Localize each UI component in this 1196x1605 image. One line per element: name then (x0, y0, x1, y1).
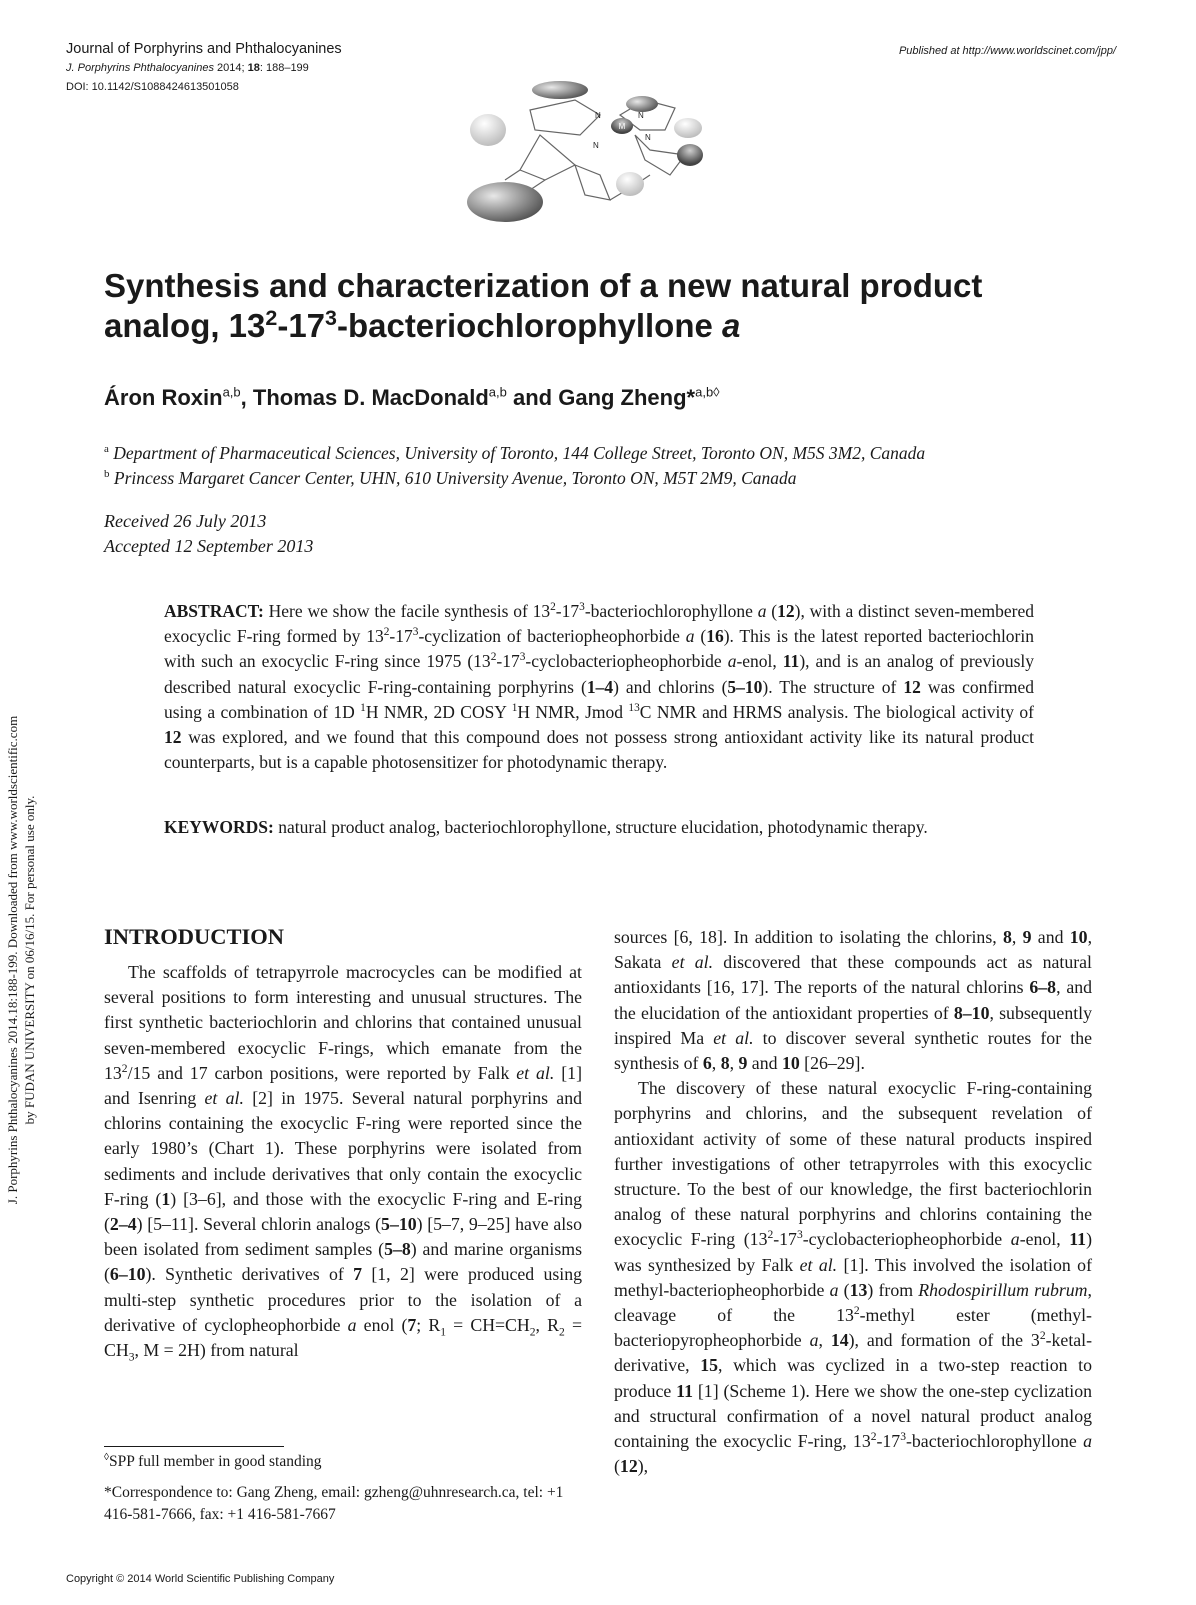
abstract-text: ), and is an analog of previously described natural exocyclic F-ring-containing porphyrins ( (164, 651, 1034, 697)
side-note-line-1: J. Porphyrins Phthalocyanines 2014.18:188-199. Downloaded from www.worldscientific.com (5, 715, 20, 1205)
para-text: , R (535, 1314, 560, 1335)
compound-ref: 5–10 (381, 1214, 417, 1235)
compound-ref: 8–10 (953, 1002, 990, 1023)
para-text: ) [5–11]. Several chlorin analogs ( (136, 1214, 382, 1235)
keywords-text: natural product analog, bacteriochlorophyllone, structure elucidation, photodynamic therapy. (273, 817, 928, 837)
para-text: [1] and Isenring (104, 1062, 582, 1109)
compound-ref: 12 (164, 727, 182, 748)
published-at: Published at http://www.worldscinet.com/jpp/ (898, 45, 1116, 57)
compound-ref: 9 (1022, 927, 1032, 947)
affiliation-text: Department of Pharmaceutical Sciences, University of Toronto, 144 College Street, Toronto ON, M5S 3M2, Canada (108, 443, 926, 463)
author-sup: a,b◊ (695, 384, 720, 400)
para-text: /15 and 17 carbon positions, were reported by Falk (127, 1062, 517, 1083)
title-sup: 3 (325, 306, 337, 330)
compound-ref: 7 (353, 1264, 363, 1285)
compound-ref: 11 (1069, 1229, 1087, 1250)
citation-prefix: J. Porphyrins Phthalocyanines (66, 62, 214, 74)
para-text: [26–29]. (799, 1053, 865, 1074)
para-sup: 2 (767, 1228, 774, 1242)
para-text: ), (637, 1456, 649, 1477)
para-text: , Sakata (614, 927, 1093, 973)
abstract-text: was explored, and we found that this compound does not possess strong antioxidant activity like its natural product counterparts, but is a capable photosensitizer for photodynamic therapy. (164, 727, 1034, 773)
compound-ref: 6 (702, 1053, 712, 1074)
download-side-note (4, 500, 44, 1420)
compound-ref: 12 (903, 676, 921, 697)
para-text: , and the elucidation of the antioxidant properties of (614, 977, 1092, 1023)
title-sup: 2 (265, 306, 278, 330)
compound-ref: 15 (700, 1355, 718, 1376)
para-text: discovered that these compounds act as natural antioxidants [16, 17]. The reports of the natural chlorins (614, 952, 1092, 998)
abstract-text: ). This is the latest reported bacteriochlorin with such an exocyclic F-ring since 1975 (13 (164, 626, 1034, 672)
keywords-label: KEYWORDS: (164, 817, 274, 837)
citation-pages: : 188–199 (259, 62, 309, 74)
para-italic: et al. (671, 952, 714, 973)
author-macdonald: Thomas D. MacDonald (252, 385, 489, 410)
footnote-correspondence: *Correspondence to: Gang Zheng, email: gzheng@uhnresearch.ca, tel: +1 416-581-7666, fax: +1 416-581-7667 (104, 1484, 564, 1523)
abstract-text: Here we show the facile synthesis of 13 (263, 601, 551, 621)
abstract-text: -17 (555, 601, 580, 621)
copyright-notice: Copyright © 2014 World Scientific Publishing Company (66, 1573, 335, 1585)
para-sup: 3 (796, 1228, 803, 1242)
compound-ref: 12 (619, 1456, 638, 1477)
para-text: -enol, (1019, 1229, 1070, 1250)
compound-ref: 13 (849, 1279, 868, 1300)
abstract-text: -cyclobacteriopheophorbide (525, 651, 728, 672)
compound-ref: 5–10 (727, 676, 763, 697)
author-list (104, 385, 720, 411)
para-text: = CH (104, 1314, 582, 1361)
abstract-sup: 1 (511, 701, 518, 714)
para-text: = CH=CH (446, 1314, 530, 1335)
abstract-sup: 3 (519, 651, 526, 664)
abstract-italic: a (757, 601, 767, 621)
abstract-text: -17 (496, 651, 520, 672)
intro-paragraph-2 (614, 1076, 1092, 1479)
abstract-sup: 1 (360, 701, 366, 714)
para-italic: a (829, 1279, 839, 1300)
para-sub: 3 (128, 1350, 135, 1364)
para-italic: et al. (713, 1027, 754, 1048)
compound-ref: 7 (407, 1314, 417, 1335)
para-text: , (818, 1330, 831, 1351)
para-text: ). Synthetic derivatives of (145, 1264, 354, 1285)
compound-ref: 10 (781, 1053, 800, 1074)
para-sup: 3 (900, 1430, 906, 1444)
compound-ref: 9 (738, 1053, 748, 1074)
left-column (104, 924, 582, 1363)
para-sub: 2 (559, 1325, 565, 1339)
right-column (614, 925, 1092, 1479)
abstract-text: H NMR, 2D COSY (365, 701, 512, 722)
para-text: -17 (876, 1431, 901, 1452)
para-text: , M = 2H) from natural (134, 1340, 299, 1361)
compound-ref: 14 (830, 1330, 849, 1351)
para-text: ), and formation of the 3 (848, 1330, 1040, 1351)
para-sup: 2 (1039, 1329, 1046, 1343)
abstract-text: -enol, (736, 651, 783, 672)
side-note-line-2: by FUDAN UNIVERSITY on 06/16/15. For personal use only. (22, 795, 37, 1125)
para-text: enol ( (356, 1314, 408, 1335)
para-text: [1]. This involved the isolation of methyl-bacteriopheophorbide (614, 1254, 1092, 1300)
para-text: [2] in 1975. Several natural porphyrins and chlorins containing the exocyclic F-ring were reported since the early 1980’s (Chart 1). These porphyrins were isolated from sediments and include derivatives that only contain the exocyclic F-ring ( (104, 1088, 582, 1209)
compound-ref: 1–4 (586, 676, 614, 697)
para-text: , (1011, 927, 1023, 947)
affiliation-a (104, 443, 925, 464)
para-text: , cleavage of the 13 (614, 1279, 1092, 1326)
para-italic: a (347, 1314, 357, 1335)
abstract-text: ( (766, 601, 778, 621)
abstract-text: ( (694, 626, 707, 647)
author-sep: and (506, 385, 559, 410)
author-roxin: Áron Roxin (104, 385, 223, 410)
abstract-text: ), with a distinct seven-membered exocyclic F-ring formed by 13 (164, 601, 1034, 647)
intro-paragraph-1 (104, 960, 582, 1363)
journal-citation (66, 62, 309, 74)
citation-volume: 18 (247, 62, 260, 74)
abstract-sup: 13 (628, 701, 640, 714)
para-text: to discover several synthetic routes for the synthesis of (614, 1027, 1092, 1074)
author-sup: a,b (222, 384, 241, 400)
para-text: [1] (Scheme 1). Here we show the one-step cyclization and structural confirmation of a novel natural product analog containing the exocyclic F-ring, 13 (614, 1380, 1092, 1452)
abstract-text: ). The structure of (762, 676, 904, 697)
para-italic: a (1010, 1229, 1020, 1250)
para-text: ; R (416, 1314, 441, 1335)
compound-ref: 12 (777, 601, 795, 621)
logo-n-label: N (595, 111, 601, 120)
logo-n-label: N (593, 141, 599, 150)
title-line-2 (104, 306, 1084, 346)
abstract-text: was confirmed using a combination of 1D (164, 676, 1034, 722)
footnote-text: SPP full member in good standing (108, 1453, 322, 1470)
abstract-text: -bacteriochlorophyllone (584, 601, 758, 621)
para-italic: et al. (799, 1254, 838, 1275)
compound-ref: 8 (720, 1053, 730, 1074)
para-text: -bacteriochlorophyllone (905, 1431, 1084, 1452)
para-text: -ketal-derivative, (614, 1330, 1093, 1376)
compound-ref: 6–10 (109, 1264, 146, 1285)
abstract-sup: 3 (579, 601, 585, 614)
affiliation-b (104, 468, 797, 489)
footnote-mark: ◊ (104, 1451, 109, 1463)
side-note-text (4, 500, 38, 1420)
journal-logo-porphyrin (460, 80, 730, 240)
abstract-text: ) and chlorins ( (613, 676, 728, 697)
journal-name: Journal of Porphyrins and Phthalocyanines (66, 41, 342, 57)
para-text: -methyl ester (methyl-bacteriopyropheophorbide (614, 1305, 1092, 1351)
abstract-label: ABSTRACT: (164, 601, 264, 621)
para-italic: a (809, 1330, 819, 1351)
title-text: -17 (277, 307, 326, 344)
para-text: The discovery of these natural exocyclic F-ring-containing porphyrins and chlorins, and the subsequent revelation of antioxidant activity of some of these natural products inspired further investigations of other tetrapyrroles with this exocyclic structure. To the best of our knowledge, the first bacteriochlorin analog of these natural porphyrins and chlorins containing the exocyclic F-ring (13 (614, 1078, 1092, 1250)
logo-metal-label: M (618, 122, 626, 131)
para-text: , subsequently inspired Ma (614, 1002, 1092, 1048)
para-italic: et al. (516, 1062, 555, 1083)
section-heading-introduction: INTRODUCTION (104, 924, 285, 949)
affiliation-mark: a (104, 443, 109, 456)
logo-n-label: N (638, 111, 644, 120)
logo-n-label: N (645, 133, 651, 142)
para-text: , (729, 1053, 739, 1074)
accepted-date: Accepted 12 September 2013 (104, 536, 314, 556)
para-italic: a (1083, 1431, 1092, 1452)
para-text: ) and marine organisms ( (104, 1239, 582, 1285)
article-title (104, 266, 1084, 346)
compound-ref: 1 (161, 1188, 171, 1209)
para-text: ( (614, 1456, 620, 1477)
abstract-italic: a (685, 626, 695, 647)
abstract-sup: 2 (490, 651, 497, 664)
abstract-text: H NMR, Jmod (517, 701, 629, 722)
footnote-divider (104, 1446, 284, 1447)
author-zheng: Gang Zheng* (558, 385, 696, 410)
compound-ref: 5–8 (384, 1239, 411, 1260)
para-sub: 2 (529, 1325, 536, 1339)
para-italic: et al. (204, 1088, 244, 1109)
intro-paragraph-1-continued (614, 925, 1092, 1076)
abstract-sup: 2 (550, 601, 556, 614)
compound-ref: 8 (1002, 927, 1012, 947)
abstract-text: -cyclization of bacteriopheophorbide (418, 626, 686, 647)
para-text: and (747, 1053, 782, 1074)
para-text: -cyclobacteriopheophorbide (802, 1229, 1011, 1250)
compound-ref: 2–4 (109, 1214, 137, 1235)
para-sup: 2 (870, 1430, 877, 1444)
abstract (164, 599, 1034, 775)
author-sup: a,b (488, 384, 507, 400)
para-text: ) [3–6], and those with the exocyclic F-ring and E-ring ( (104, 1188, 582, 1235)
title-line-1: Synthesis and characterization of a new natural product (104, 267, 983, 304)
compound-ref: 10 (1069, 927, 1088, 947)
para-text: and (1031, 927, 1070, 947)
citation-year: 2014; (213, 62, 248, 74)
affiliation-mark: b (104, 468, 110, 481)
journal-doi: DOI: 10.1142/S1088424613501058 (66, 81, 239, 93)
para-text: ) was synthesized by Falk (614, 1229, 1092, 1275)
title-text: -bacteriochlorophyllone (336, 307, 723, 344)
para-text: ( (838, 1279, 850, 1300)
para-italic: Rhodospirillum rubrum (918, 1279, 1088, 1300)
para-text: , which was cyclized in a two-step reaction to produce (614, 1355, 1092, 1401)
para-text: -17 (773, 1229, 797, 1250)
abstract-sup: 2 (383, 626, 390, 639)
para-sup: 2 (121, 1061, 128, 1075)
abstract-italic: a (727, 651, 737, 672)
abstract-sup: 3 (412, 626, 419, 639)
compound-ref: 6–8 (1029, 977, 1057, 998)
para-text: sources [6, 18]. In addition to isolating the chlorins, (614, 927, 1003, 947)
abstract-text: -17 (389, 626, 413, 647)
title-italic: a (722, 307, 741, 344)
para-sup: 2 (853, 1304, 860, 1318)
footnote-spp-member (104, 1453, 322, 1471)
keywords (164, 815, 1034, 840)
received-date: Received 26 July 2013 (104, 511, 267, 531)
compound-ref: 11 (676, 1380, 693, 1401)
abstract-text: C NMR and HRMS analysis. The biological activity of (639, 701, 1035, 722)
para-text: , (711, 1053, 721, 1074)
title-text: analog, 13 (104, 307, 266, 344)
para-text: ) from (867, 1279, 919, 1300)
author-sep: , (240, 385, 253, 410)
para-sub: 1 (440, 1325, 446, 1339)
para-text: ) [5–7, 9–25] have also been isolated from sediment samples ( (104, 1214, 582, 1260)
affiliation-text: Princess Margaret Cancer Center, UHN, 610 University Avenue, Toronto ON, M5T 2M9, Canada (109, 468, 797, 488)
compound-ref: 16 (706, 626, 724, 647)
compound-ref: 11 (782, 651, 800, 672)
para-text: The scaffolds of tetrapyrrole macrocycles can be modified at several positions to form interesting and unusual structures. The first synthetic bacteriochlorin and chlorins that contained unusual seven-membered exocyclic F-rings, which emanate from the 13 (104, 962, 582, 1083)
para-text: [1, 2] were produced using multi-step synthetic procedures prior to the isolation of a derivative of cyclopheophorbide (104, 1264, 582, 1335)
